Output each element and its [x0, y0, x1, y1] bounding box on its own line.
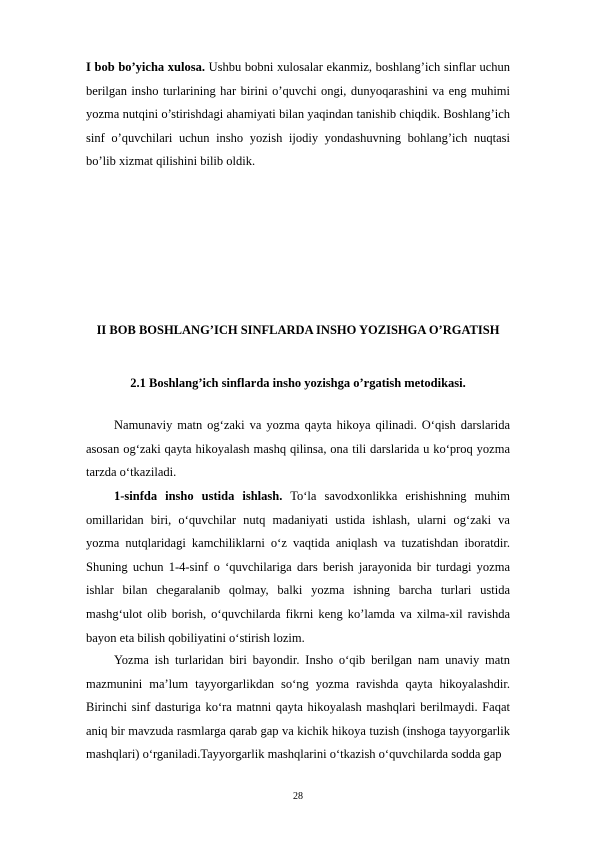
paragraph-2-lead: 1-sinfda insho ustida ishlash.: [114, 489, 283, 503]
summary-lead: I bob bo’yicha xulosa.: [86, 60, 205, 74]
chapter-title: II BOB BOSHLANG’ICH SINFLARDA INSHO YOZISHGA O’RGATISH: [96, 323, 500, 337]
body-paragraph-2: [86, 485, 510, 650]
section-title: 2.1 Boshlang’ich sinflarda insho yozishga o’rgatish metodikasi.: [130, 376, 466, 390]
page-number: 28: [293, 791, 303, 802]
body-paragraph-3: Yozma ish turlaridan biri bayondir. Insho o‘qib berilgan nam unaviy matn mazmunini ma’lum tayyorgarlikdan so‘ng yozma ravishda qayta hikoyalashdir. Birinchi sinf dasturiga ko‘ra matnni qayta hikoyalash mashqlari berilmaydi. Faqat aniq bir mavzuda rasmlarga qarab gap va kichik hikoya tuzish (inshoga tayyorgarlik mashqlari) o‘rganiladi.Tayyorgarlik mashqlarini o‘tkazish o‘quvchilarda sodda gap: [86, 653, 510, 762]
body-paragraph-1: Namunaviy matn og‘zaki va yozma qayta hikoya qilinadi. O‘qish darslarida asosan og‘zaki qayta hikoyalash mashq qilinsa, ona tili darslarida u ko‘proq yozma tarzda o‘tkaziladi.: [86, 418, 510, 480]
paragraph-2-text: To‘la savodxonlikka erishishning muhim omillaridan biri, o‘quvchilar nutq madaniyati ustida ishlash, ularni og‘zaki va yozma nutqlaridagi kamchiliklarni o‘z vaqtida aniqlash va tuzatishdan iboratdir. Shuning uchun 1-4-sinf o ‘quvchilariga dars berish jarayonida bir turdagi yozma ishlar bilan chegaralanib qolmay, balki yozma ishning barcha turlari ustida mashg‘ulot olib borish, o‘quvchilarda fikrni keng ko’lamda va xilma-xil ravishda bayon eta bilish qobiliyatini o‘stirish lozim.: [86, 489, 511, 645]
chapter-summary-paragraph: [86, 56, 510, 174]
summary-text: Ushbu bobni xulosalar ekanmiz, boshlang’ich sinflar uchun berilgan insho turlarining har birini o’quvchi ongi, dunyoqarashini va eng muhimi yozma nutqini o’stirishdagi ahamiyati bilan yaqindan tanishib chiqdik. Boshlang’ich sinf o’quvchilari uchun insho yozish ijodiy yondashuvning bohlang’ich nuqtasi bo’lib xizmat qilishini bilib oldik.: [86, 60, 510, 169]
